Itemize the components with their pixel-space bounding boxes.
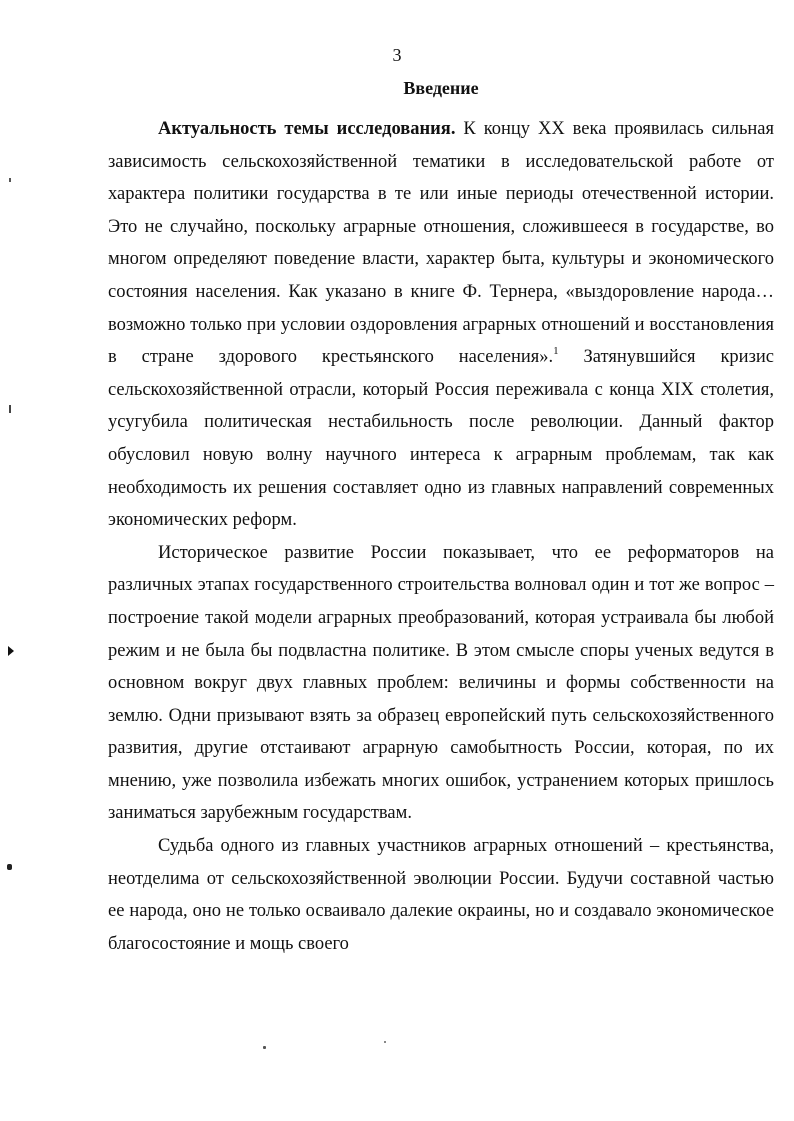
paragraph-1-text: К концу XX века проявилась сильная зависимость сельскохозяйственной тематики в исследовательской работе от характера политики государства в те или иные периоды отечественной истории. Это не случайно, поскольку аграрные отношения, сложившееся в государстве, во многом определяют поведение власти, характер быта, культуры и экономического состояния населения. Как указано в книге Ф. Тернера, «выздоровление народа… возможно только при условии оздоровления аграрных отношений и восстановления в стране здорового крестьянского населения». xyxy=(108,119,774,368)
scan-speck xyxy=(9,405,11,413)
scan-arrow-mark xyxy=(8,646,14,656)
section-title: Введение xyxy=(403,78,479,98)
page-number: 3 xyxy=(392,45,402,65)
scan-speck xyxy=(384,1041,386,1043)
paragraph-2: Историческое развитие России показывает, что ее реформаторов на различных этапах государственного строительства волновал один и тот же вопрос – построение такой модели аграрных преобразований, которая устраивала бы любой режим и не была бы подвластна политике. В этом смысле споры ученых ведутся в основном вокруг двух главных проблем: величины и формы собственности на землю. Одни призывают взять за образец европейский путь сельскохозяйственного развития, другие отстаивают аграрную самобытность России, которая, по их мнению, уже позволила избежать многих ошибок, устранением которых пришлось заниматься зарубежным государствам. xyxy=(108,542,774,824)
scan-speck xyxy=(7,864,12,870)
scan-speck xyxy=(263,1046,266,1049)
body-text xyxy=(108,113,774,960)
scan-speck xyxy=(9,178,11,182)
paragraph-lead: Актуальность темы исследования. xyxy=(158,119,456,139)
paragraph-1 xyxy=(108,113,774,537)
paragraph-3: Судьба одного из главных участников аграрных отношений – крестьянства, неотделима от сельскохозяйственной эволюции России. Будучи составной частью ее народа, оно не только осваивало далекие окраины, но и создавало экономическое благосостояние и мощь своего xyxy=(108,836,774,954)
footnote-marker[interactable]: 1 xyxy=(553,345,559,358)
paragraph-1-text-continued: Затянувшийся кризис сельскохозяйственной отрасли, который Россия переживала с конца XIX столетия, усугубила политическая нестабильность после революции. Данный фактор обусловил новую волну научного интереса к аграрным проблемам, так как необходимость их решения составляет одно из главных направлений современных экономических реформ. xyxy=(108,347,775,531)
